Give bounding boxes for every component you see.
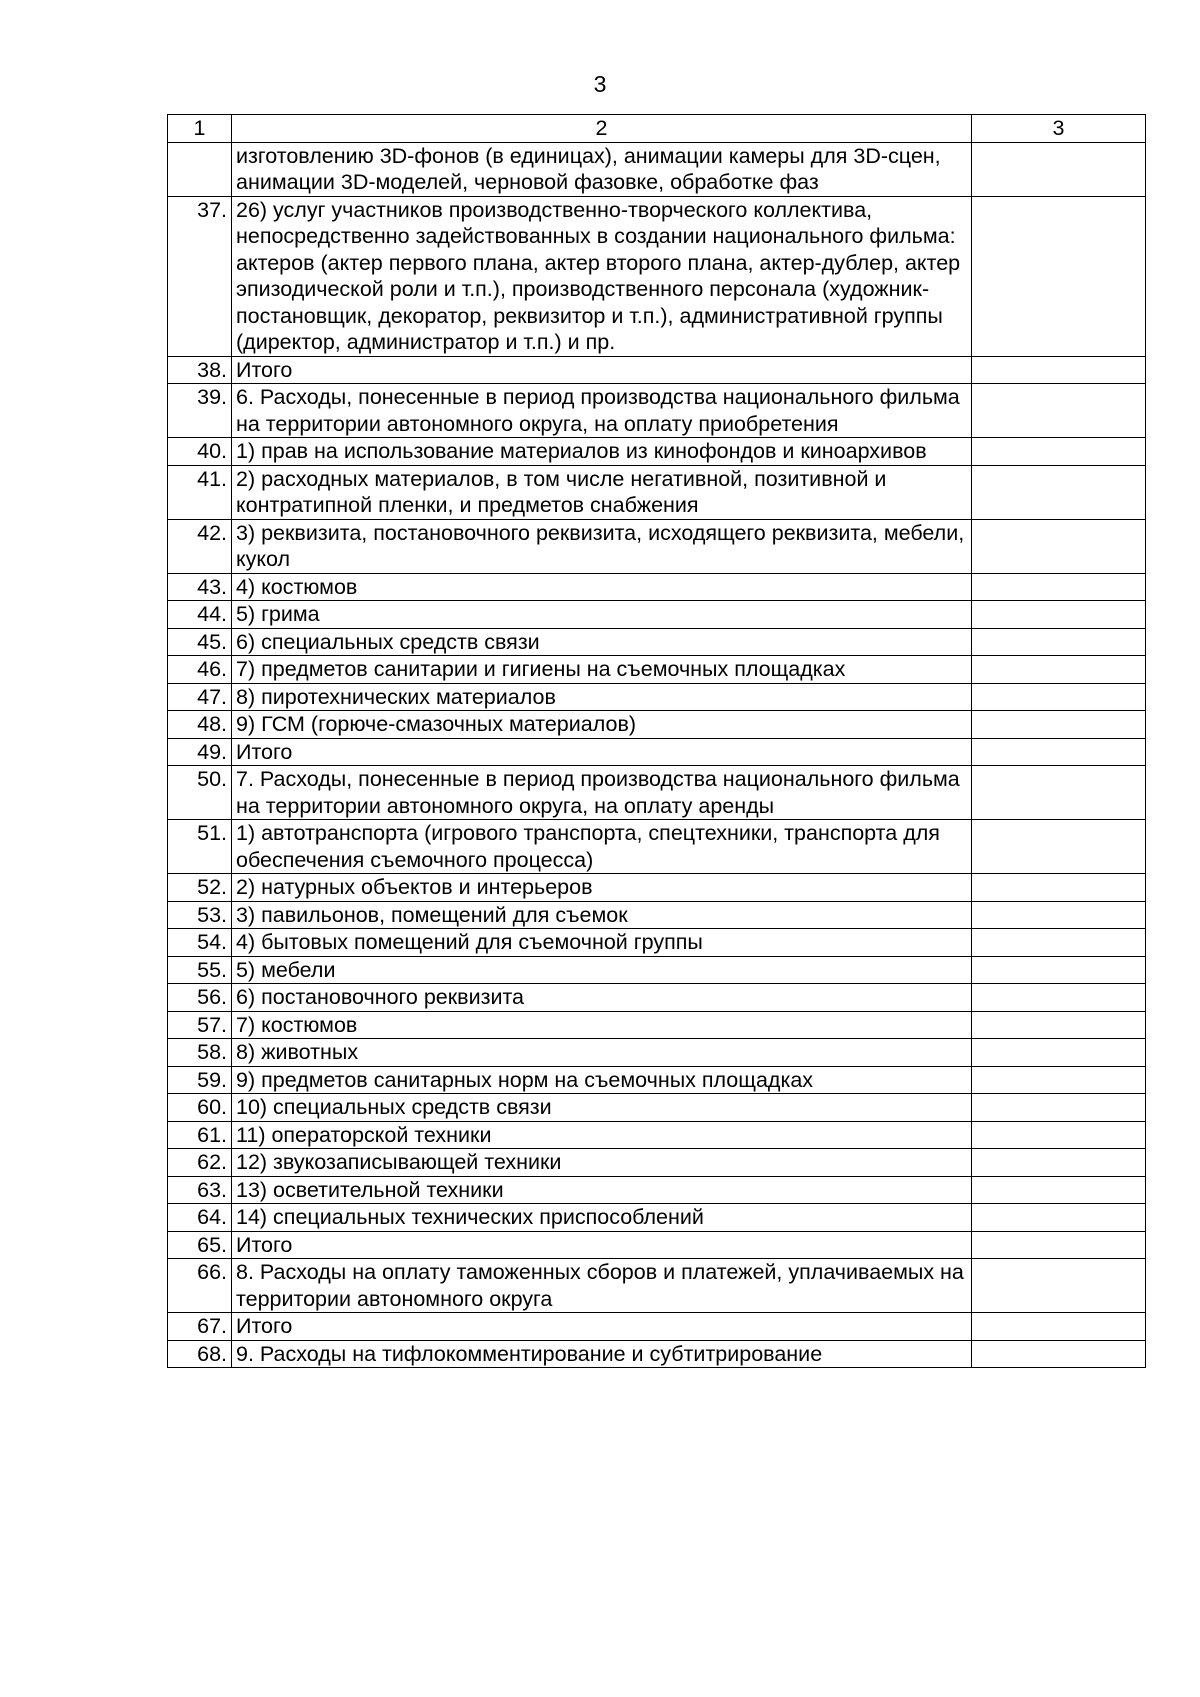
row-number: 59. [168,1066,232,1094]
table-row [168,874,1146,902]
table-row [168,573,1146,601]
row-number: 62. [168,1149,232,1177]
header-cell-2: 2 [232,115,972,143]
row-description: 3) павильонов, помещений для съемок [232,901,972,929]
table-row [168,1204,1146,1232]
row-description: Итого [232,1231,972,1259]
row-number: 68. [168,1340,232,1368]
row-description: 11) операторской техники [232,1121,972,1149]
table-header-row [168,115,1146,143]
table-row [168,465,1146,519]
row-number: 56. [168,984,232,1012]
table-row [168,820,1146,874]
table-row [168,1094,1146,1122]
expense-table [167,114,1146,1368]
table-row [168,1121,1146,1149]
row-description: Итого [232,1313,972,1341]
row-number: 47. [168,683,232,711]
table-row [168,1340,1146,1368]
row-value [972,1204,1146,1232]
table-row [168,683,1146,711]
table-row [168,1039,1146,1067]
row-description: 9) предметов санитарных норм на съемочных площадках [232,1066,972,1094]
table-row [168,1259,1146,1313]
table-row [168,1313,1146,1341]
row-value [972,356,1146,384]
row-description: 8) пиротехнических материалов [232,683,972,711]
row-value [972,901,1146,929]
row-number: 49. [168,738,232,766]
row-description: 4) костюмов [232,573,972,601]
row-value [972,384,1146,438]
table-row [168,142,1146,196]
table-row [168,1149,1146,1177]
row-description: 5) мебели [232,956,972,984]
row-number: 53. [168,901,232,929]
row-number: 45. [168,628,232,656]
table-row [168,956,1146,984]
row-value [972,1340,1146,1368]
row-value [972,1176,1146,1204]
row-value [972,438,1146,466]
row-number: 41. [168,465,232,519]
table-row [168,628,1146,656]
row-value [972,956,1146,984]
row-description: 7. Расходы, понесенные в период производства национального фильма на территории автономного округа, на оплату аренды [232,766,972,820]
row-description: 9. Расходы на тифлокомментирование и субтитрирование [232,1340,972,1368]
table-row [168,384,1146,438]
table-row [168,1011,1146,1039]
row-value [972,142,1146,196]
row-description: 7) костюмов [232,1011,972,1039]
row-value [972,465,1146,519]
row-value [972,656,1146,684]
row-description: 8) животных [232,1039,972,1067]
table-row [168,196,1146,356]
row-value [972,1259,1146,1313]
table-row [168,738,1146,766]
row-description: 3) реквизита, постановочного реквизита, исходящего реквизита, мебели, кукол [232,519,972,573]
row-value [972,1039,1146,1067]
row-number: 51. [168,820,232,874]
row-value [972,711,1146,739]
row-number: 40. [168,438,232,466]
row-description: 10) специальных средств связи [232,1094,972,1122]
row-value [972,820,1146,874]
row-number [168,142,232,196]
row-number: 55. [168,956,232,984]
table-row [168,601,1146,629]
row-value [972,1149,1146,1177]
row-value [972,874,1146,902]
row-number: 48. [168,711,232,739]
row-number: 43. [168,573,232,601]
row-description: 8. Расходы на оплату таможенных сборов и платежей, уплачиваемых на территории автономного округа [232,1259,972,1313]
row-description: 9) ГСМ (горюче-смазочных материалов) [232,711,972,739]
table-row [168,656,1146,684]
table-row [168,1176,1146,1204]
row-description: 7) предметов санитарии и гигиены на съемочных площадках [232,656,972,684]
row-description: Итого [232,738,972,766]
row-number: 58. [168,1039,232,1067]
table-row [168,356,1146,384]
row-description: 14) специальных технических приспособлений [232,1204,972,1232]
row-value [972,929,1146,957]
table-row [168,1066,1146,1094]
row-description: 2) расходных материалов, в том числе негативной, позитивной и контратипной пленки, и предметов снабжения [232,465,972,519]
row-number: 44. [168,601,232,629]
row-description: 1) автотранспорта (игрового транспорта, спецтехники, транспорта для обеспечения съемочного процесса) [232,820,972,874]
row-number: 38. [168,356,232,384]
row-number: 54. [168,929,232,957]
row-number: 63. [168,1176,232,1204]
row-value [972,1011,1146,1039]
row-value [972,1066,1146,1094]
row-value [972,196,1146,356]
row-value [972,1121,1146,1149]
header-cell-3: 3 [972,115,1146,143]
row-value [972,1313,1146,1341]
row-description: 26) услуг участников производственно-творческого коллектива, непосредственно задействованных в создании национального фильма: актеров (актер первого плана, актер второго плана, актер-дублер, актер эпизодической роли и т.п.), производственного персонала (художник-постановщик, декоратор, реквизитор и т.п.), административной группы (директор, администратор и т.п.) и пр. [232,196,972,356]
row-value [972,1094,1146,1122]
row-number: 65. [168,1231,232,1259]
row-value [972,519,1146,573]
table-row [168,929,1146,957]
header-cell-1: 1 [168,115,232,143]
row-number: 52. [168,874,232,902]
table-row [168,711,1146,739]
table-row [168,984,1146,1012]
row-number: 37. [168,196,232,356]
row-number: 64. [168,1204,232,1232]
row-description: 12) звукозаписывающей техники [232,1149,972,1177]
row-number: 61. [168,1121,232,1149]
row-value [972,766,1146,820]
row-value [972,984,1146,1012]
row-description: 6) постановочного реквизита [232,984,972,1012]
row-description: 13) осветительной техники [232,1176,972,1204]
row-number: 42. [168,519,232,573]
page-number: 3 [593,71,607,97]
row-number: 50. [168,766,232,820]
row-number: 46. [168,656,232,684]
row-description: 6) специальных средств связи [232,628,972,656]
row-description: 5) грима [232,601,972,629]
table-row [168,901,1146,929]
row-description: Итого [232,356,972,384]
row-value [972,628,1146,656]
row-number: 66. [168,1259,232,1313]
row-value [972,738,1146,766]
row-description: 2) натурных объектов и интерьеров [232,874,972,902]
row-description: изготовлению 3D-фонов (в единицах), анимации камеры для 3D-сцен, анимации 3D-моделей, черновой фазовке, обработке фаз [232,142,972,196]
row-number: 67. [168,1313,232,1341]
row-number: 60. [168,1094,232,1122]
table-row [168,519,1146,573]
table-row [168,438,1146,466]
row-number: 57. [168,1011,232,1039]
table-row [168,1231,1146,1259]
row-description: 1) прав на использование материалов из кинофондов и киноархивов [232,438,972,466]
row-value [972,683,1146,711]
row-description: 4) бытовых помещений для съемочной группы [232,929,972,957]
row-number: 39. [168,384,232,438]
table-row [168,766,1146,820]
row-value [972,573,1146,601]
row-value [972,601,1146,629]
row-value [972,1231,1146,1259]
row-description: 6. Расходы, понесенные в период производства национального фильма на территории автономного округа, на оплату приобретения [232,384,972,438]
